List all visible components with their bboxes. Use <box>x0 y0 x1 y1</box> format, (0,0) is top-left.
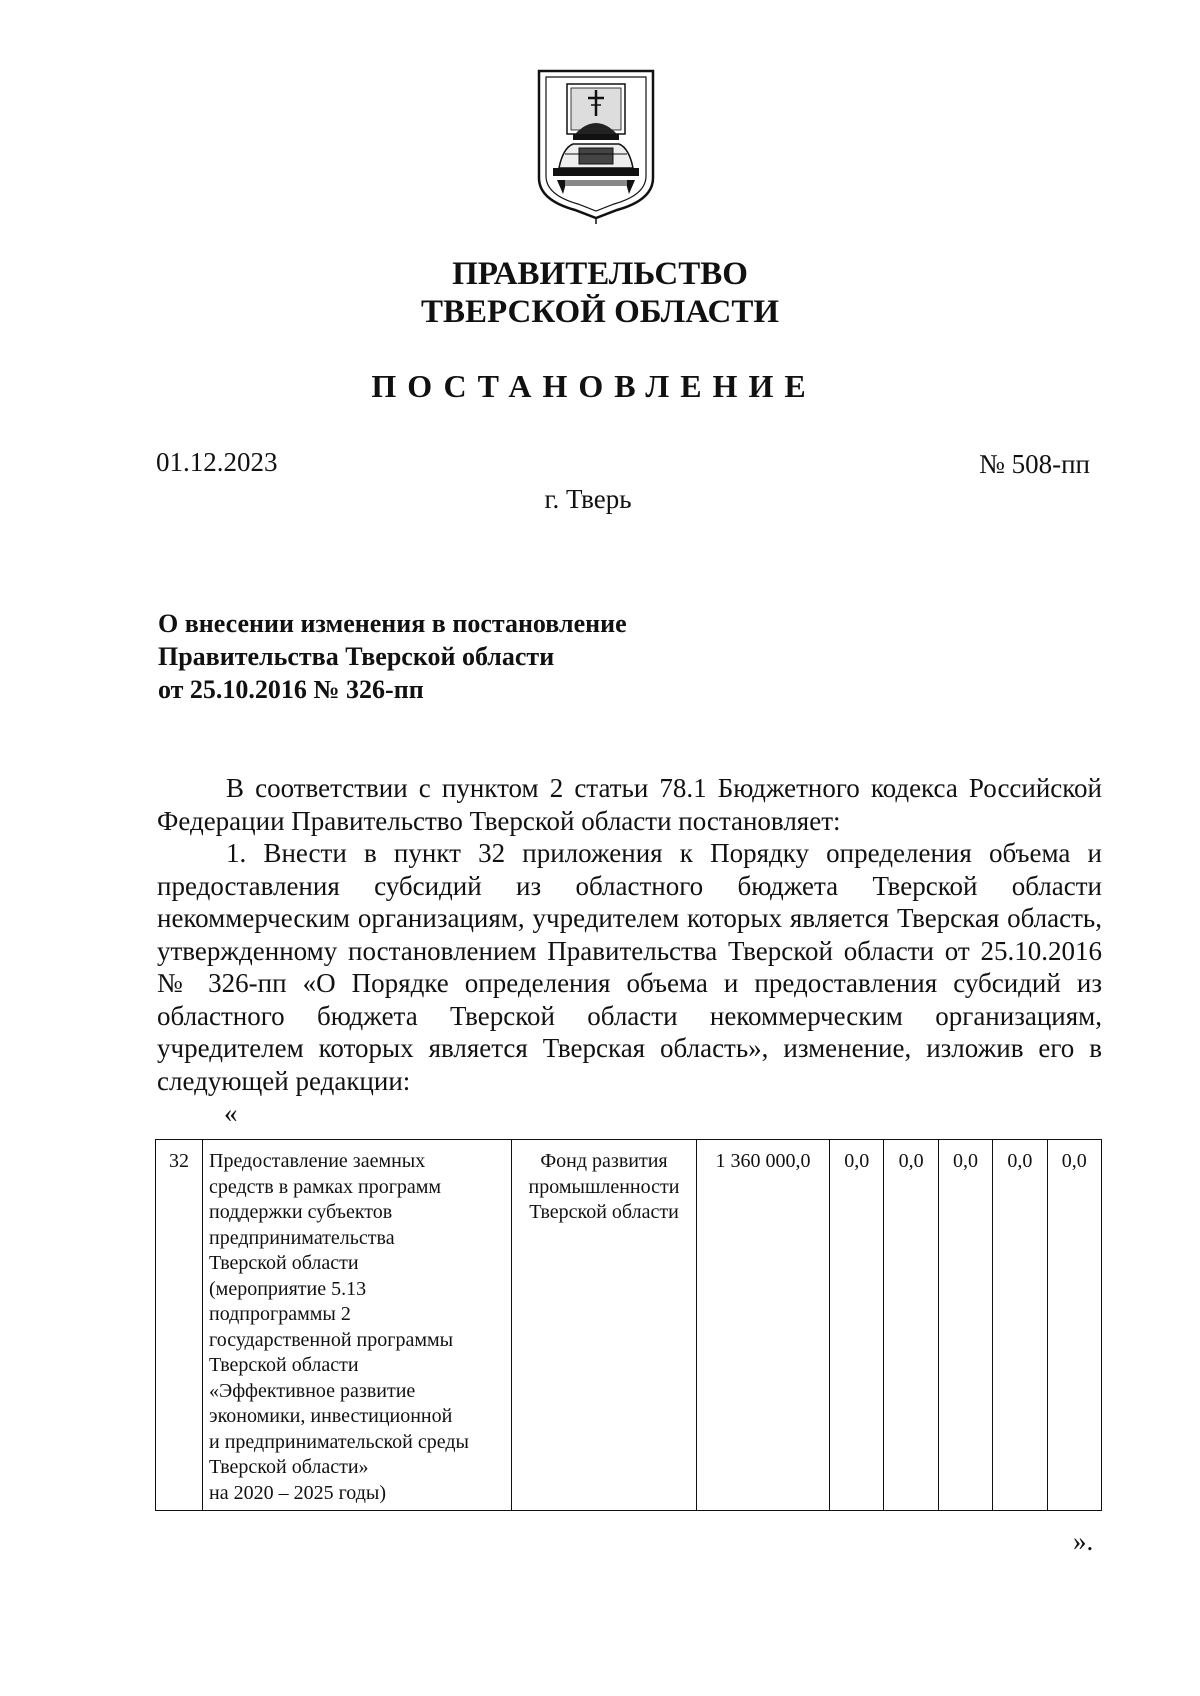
organization-line: промышленности <box>528 1175 680 1198</box>
body-paragraph-1: В соответствии с пунктом 2 статьи 78.1 Бюджетного кодекса Российской Федерации Правительство Тверской области постановляет: <box>157 773 1102 836</box>
name-line: поддержки субъектов <box>209 1201 393 1223</box>
name-line: «Эффективное развитие <box>209 1379 416 1402</box>
quote-open-mark: « <box>224 1098 238 1128</box>
body-paragraph-2: 1. Внести в пункт 32 приложения к Порядку определения объема и предоставления субсидий из областного бюджета Тверской области некоммерческим организациям, учредителем которых является Тверская область, утвержденному постановлением Правительства Тверской области от 25.10.2016 № 326-пп «О Порядке определения объема и предоставления субсидий из областного бюджета Тверской области некоммерческим организациям, учредителем которых является Тверская область», изменение, изложив его в следующей редакции: <box>157 838 1102 1096</box>
row-amount-cell: 1 360 000,0 <box>697 1140 830 1511</box>
row-value-cell: 0,0 <box>884 1140 938 1511</box>
name-line: (мероприятие 5.13 <box>209 1277 367 1300</box>
name-line: Предоставление заемных <box>209 1150 426 1172</box>
name-line: Тверской области <box>209 1354 359 1376</box>
organization-line: Фонд развития <box>540 1150 668 1172</box>
row-organization-cell <box>512 1140 697 1511</box>
amendment-table <box>155 1139 1102 1511</box>
subject-line1: О внесении изменения в постановление <box>158 609 627 638</box>
row-name-cell <box>203 1140 512 1511</box>
row-number-cell: 32 <box>156 1140 203 1511</box>
row-value-cell: 0,0 <box>993 1140 1047 1511</box>
name-line: на 2020 – 2025 годы) <box>209 1481 386 1504</box>
name-line: подпрограммы 2 <box>209 1303 351 1325</box>
subject-line2: Правительства Тверской области <box>158 642 555 671</box>
document-subject <box>158 607 858 706</box>
name-line: государственной программы <box>209 1328 454 1351</box>
name-line: экономики, инвестиционной <box>209 1405 453 1427</box>
document-type: ПОСТАНОВЛЕНИЕ <box>371 368 817 404</box>
document-number: № 508-пп <box>979 449 1090 479</box>
document-city: г. Тверь <box>544 484 632 514</box>
tver-coat-of-arms-icon <box>535 68 657 224</box>
government-title-line2: ТВЕРСКОЙ ОБЛАСТИ <box>420 294 780 330</box>
subject-line3: от 25.10.2016 № 326-пп <box>158 675 424 704</box>
document-date: 01.12.2023 <box>156 447 278 477</box>
quote-close-mark: ». <box>1073 1526 1094 1556</box>
document-body <box>157 772 1102 1097</box>
row-value-cell: 0,0 <box>1047 1140 1101 1511</box>
government-title <box>0 255 1200 331</box>
organization-line: Тверской области <box>529 1201 679 1223</box>
row-value-cell: 0,0 <box>830 1140 884 1511</box>
name-line: и предпринимательской среды <box>209 1430 469 1453</box>
name-line: средств в рамках программ <box>209 1175 442 1198</box>
name-line: Тверской области» <box>209 1456 369 1478</box>
name-line: предпринимательства <box>209 1226 395 1249</box>
table-row <box>156 1140 1102 1511</box>
government-title-line1: ПРАВИТЕЛЬСТВО <box>452 256 748 292</box>
name-line: Тверской области <box>209 1252 359 1274</box>
row-value-cell: 0,0 <box>938 1140 992 1511</box>
